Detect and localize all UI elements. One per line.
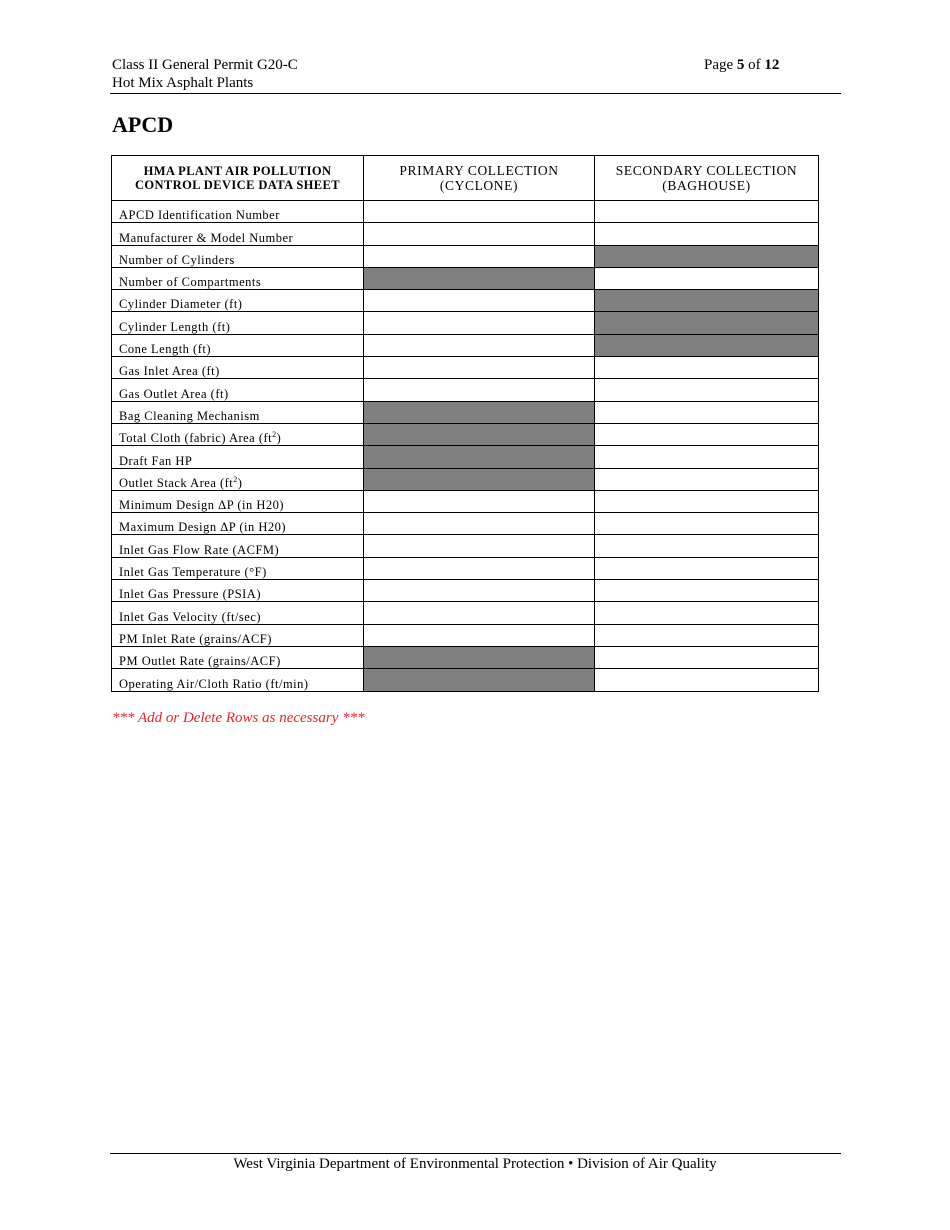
document-header	[112, 56, 298, 92]
primary-cell-not-applicable	[364, 468, 595, 490]
row-label-text: PM Outlet Rate (grains/ACF)	[119, 654, 281, 669]
header-divider	[110, 93, 841, 94]
table-row	[112, 290, 819, 312]
table-row	[112, 267, 819, 289]
row-label-text: Cylinder Length (ft)	[119, 319, 231, 334]
row-label	[112, 580, 364, 602]
secondary-cell-input[interactable]	[595, 535, 819, 557]
row-label	[112, 201, 364, 223]
row-label	[112, 535, 364, 557]
footer-divider	[110, 1153, 841, 1154]
secondary-cell-input[interactable]	[595, 357, 819, 379]
row-label	[112, 401, 364, 423]
header-primary-line1: PRIMARY COLLECTION	[399, 163, 559, 178]
secondary-cell-input[interactable]	[595, 557, 819, 579]
page-total: 12	[764, 57, 780, 73]
row-label-text: Maximum Design ΔP (in H20)	[119, 520, 287, 535]
table-row	[112, 624, 819, 646]
table-row	[112, 379, 819, 401]
secondary-cell-input[interactable]	[595, 669, 819, 691]
primary-cell-not-applicable	[364, 446, 595, 468]
row-label-text: Cylinder Diameter (ft)	[119, 297, 243, 312]
primary-cell-input[interactable]	[364, 490, 595, 512]
header-secondary-line1: SECONDARY COLLECTION	[615, 163, 798, 178]
secondary-cell-input[interactable]	[595, 423, 819, 445]
table-row	[112, 580, 819, 602]
row-label	[112, 245, 364, 267]
table-row	[112, 490, 819, 512]
header-primary-line2: (CYCLONE)	[439, 178, 519, 193]
row-label	[112, 490, 364, 512]
row-label-superscript: 2	[233, 474, 238, 484]
table-row	[112, 646, 819, 668]
row-label-suffix: )	[237, 475, 243, 490]
secondary-cell-input[interactable]	[595, 646, 819, 668]
secondary-cell-not-applicable	[595, 290, 819, 312]
header-secondary-line2: (BAGHOUSE)	[662, 178, 751, 193]
row-label-text: Number of Cylinders	[119, 252, 235, 267]
table-row	[112, 401, 819, 423]
row-label-text: Manufacturer & Model Number	[119, 230, 294, 245]
primary-cell-not-applicable	[364, 669, 595, 691]
row-label-text: PM Inlet Rate (grains/ACF)	[119, 631, 272, 646]
primary-cell-not-applicable	[364, 646, 595, 668]
primary-cell-input[interactable]	[364, 513, 595, 535]
row-label	[112, 557, 364, 579]
row-label	[112, 357, 364, 379]
secondary-cell-input[interactable]	[595, 401, 819, 423]
primary-cell-input[interactable]	[364, 379, 595, 401]
primary-cell-not-applicable	[364, 423, 595, 445]
row-label	[112, 513, 364, 535]
secondary-cell-not-applicable	[595, 312, 819, 334]
secondary-cell-input[interactable]	[595, 468, 819, 490]
secondary-cell-input[interactable]	[595, 624, 819, 646]
primary-cell-input[interactable]	[364, 557, 595, 579]
header-sheet-title-line2: CONTROL DEVICE DATA SHEET	[134, 178, 341, 192]
apcd-data-sheet-table	[111, 155, 819, 692]
secondary-cell-input[interactable]	[595, 513, 819, 535]
add-delete-rows-note: *** Add or Delete Rows as necessary ***	[112, 710, 365, 726]
primary-cell-input[interactable]	[364, 201, 595, 223]
table-body	[112, 201, 819, 692]
row-label	[112, 379, 364, 401]
secondary-cell-input[interactable]	[595, 201, 819, 223]
row-label	[112, 334, 364, 356]
table-row	[112, 602, 819, 624]
row-label-text: Gas Inlet Area (ft)	[119, 364, 220, 379]
row-label-text: APCD Identification Number	[119, 208, 280, 223]
row-label-text: Cone Length (ft)	[119, 342, 212, 357]
row-label	[112, 646, 364, 668]
table-row	[112, 513, 819, 535]
secondary-cell-input[interactable]	[595, 223, 819, 245]
table-row	[112, 468, 819, 490]
secondary-cell-input[interactable]	[595, 379, 819, 401]
footer-agency: West Virginia Department of Environmental Protection • Division of Air Quality	[233, 1156, 717, 1172]
header-primary-collection	[364, 156, 595, 201]
table-row	[112, 245, 819, 267]
secondary-cell-not-applicable	[595, 245, 819, 267]
row-label	[112, 624, 364, 646]
table-row	[112, 312, 819, 334]
row-label	[112, 267, 364, 289]
secondary-cell-not-applicable	[595, 334, 819, 356]
row-label-suffix: )	[276, 431, 282, 446]
table-header-row	[112, 156, 819, 201]
primary-cell-input[interactable]	[364, 624, 595, 646]
row-label	[112, 423, 364, 445]
table-row	[112, 557, 819, 579]
section-title: APCD	[112, 112, 174, 137]
page-word: Page	[704, 57, 734, 73]
header-sheet-title-line1: HMA PLANT AIR POLLUTION	[143, 164, 332, 178]
table-row	[112, 535, 819, 557]
permit-title: Class II General Permit G20-C	[112, 57, 298, 73]
row-label-text: Number of Compartments	[119, 275, 262, 290]
row-label	[112, 290, 364, 312]
table-row	[112, 223, 819, 245]
primary-cell-not-applicable	[364, 267, 595, 289]
secondary-cell-input[interactable]	[595, 580, 819, 602]
row-label-superscript: 2	[272, 430, 277, 440]
row-label-text: Total Cloth (fabric) Area (ft	[119, 431, 273, 446]
secondary-cell-input[interactable]	[595, 602, 819, 624]
primary-cell-input[interactable]	[364, 580, 595, 602]
row-label-text: Inlet Gas Flow Rate (ACFM)	[119, 542, 280, 557]
row-label-text: Minimum Design ΔP (in H20)	[119, 498, 285, 513]
primary-cell-input[interactable]	[364, 535, 595, 557]
row-label	[112, 446, 364, 468]
table-row	[112, 201, 819, 223]
row-label-text: Outlet Stack Area (ft	[119, 475, 234, 490]
table-row	[112, 669, 819, 691]
row-label	[112, 468, 364, 490]
header-secondary-collection	[595, 156, 819, 201]
table-row	[112, 357, 819, 379]
permit-subtitle: Hot Mix Asphalt Plants	[112, 75, 254, 91]
row-label-text: Gas Outlet Area (ft)	[119, 386, 229, 401]
secondary-cell-input[interactable]	[595, 267, 819, 289]
primary-cell-input[interactable]	[364, 334, 595, 356]
row-label-text: Inlet Gas Pressure (PSIA)	[119, 587, 261, 602]
secondary-cell-input[interactable]	[595, 446, 819, 468]
primary-cell-input[interactable]	[364, 290, 595, 312]
row-label-text: Inlet Gas Velocity (ft/sec)	[119, 609, 262, 624]
page-current: 5	[736, 57, 745, 73]
row-label	[112, 223, 364, 245]
row-label-text: Draft Fan HP	[119, 453, 193, 468]
table-row	[112, 423, 819, 445]
row-label-text: Bag Cleaning Mechanism	[119, 408, 260, 423]
secondary-cell-input[interactable]	[595, 490, 819, 512]
row-label	[112, 669, 364, 691]
table-row	[112, 446, 819, 468]
page-number	[704, 56, 779, 74]
primary-cell-input[interactable]	[364, 602, 595, 624]
primary-cell-not-applicable	[364, 401, 595, 423]
row-label-text: Inlet Gas Temperature (°F)	[119, 565, 267, 580]
primary-cell-input[interactable]	[364, 312, 595, 334]
primary-cell-input[interactable]	[364, 357, 595, 379]
row-label-text: Operating Air/Cloth Ratio (ft/min)	[119, 676, 309, 691]
row-label	[112, 602, 364, 624]
header-sheet-title	[112, 156, 364, 201]
primary-cell-input[interactable]	[364, 223, 595, 245]
table-row	[112, 334, 819, 356]
row-label	[112, 312, 364, 334]
page-of: of	[748, 57, 761, 73]
primary-cell-input[interactable]	[364, 245, 595, 267]
